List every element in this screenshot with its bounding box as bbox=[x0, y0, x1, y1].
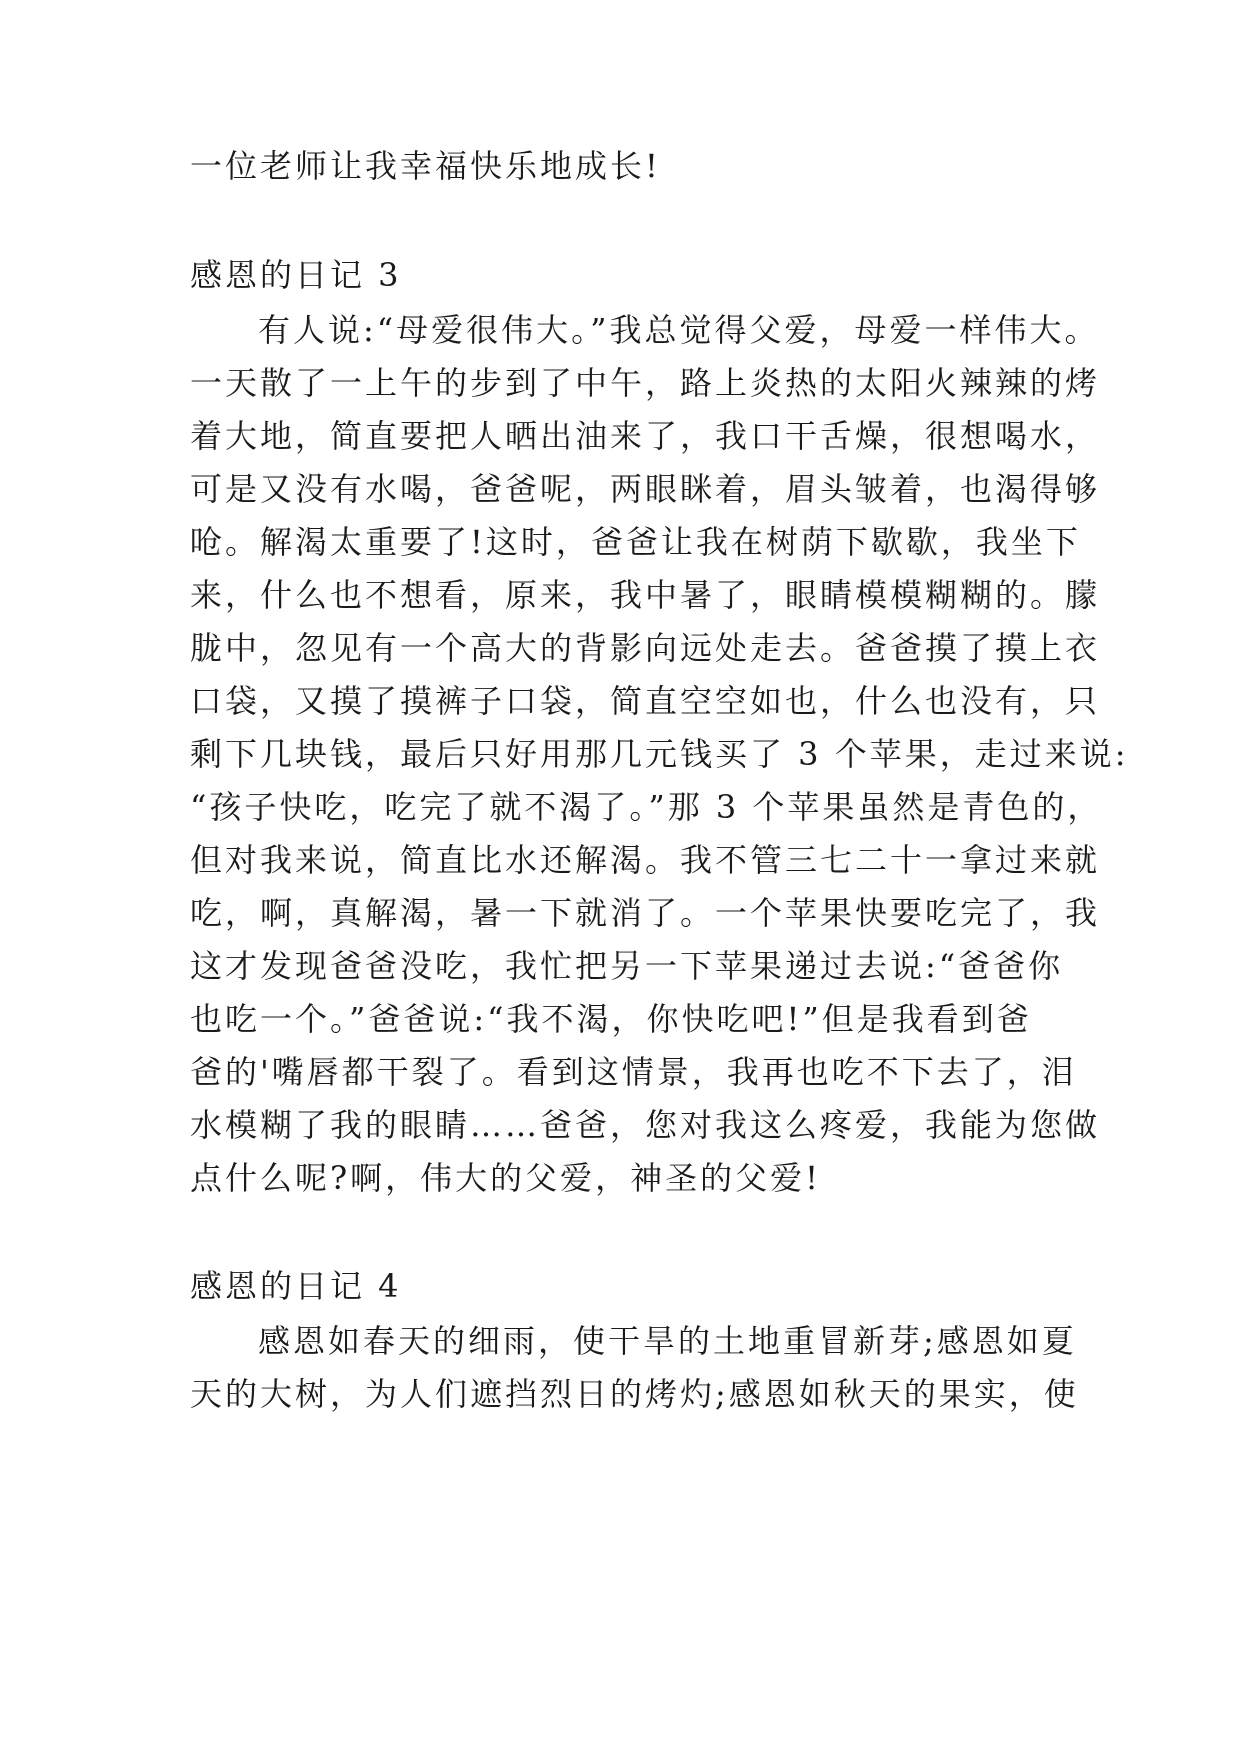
paragraph-line: 水模糊了我的眼睛……爸爸，您对我这么疼爱，我能为您做 bbox=[190, 1106, 1101, 1144]
paragraph-line: 点什么呢?啊，伟大的父爱，神圣的父爱! bbox=[190, 1159, 822, 1197]
paragraph-line: 胧中，忽见有一个高大的背影向远处走去。爸爸摸了摸上衣 bbox=[190, 629, 1101, 667]
section-heading: 感恩的日记 4 bbox=[190, 1267, 402, 1305]
paragraph-line: 可是又没有水喝，爸爸呢，两眼眯着，眉头皱着，也渴得够 bbox=[190, 470, 1101, 508]
paragraph-line: 天的大树，为人们遮挡烈日的烤灼;感恩如秋天的果实，使 bbox=[190, 1375, 1079, 1413]
paragraph-line: 感恩如春天的细雨，使干旱的土地重冒新芽;感恩如夏 bbox=[258, 1322, 1077, 1360]
section-heading: 感恩的日记 3 bbox=[190, 256, 402, 294]
paragraph-line: 口袋，又摸了摸裤子口袋，简直空空如也，什么也没有，只 bbox=[190, 682, 1101, 720]
intro-line: 一位老师让我幸福快乐地成长! bbox=[190, 147, 661, 185]
paragraph-line: “孩子快吃，吃完了就不渴了。”那 3 个苹果虽然是青色的， bbox=[190, 788, 1103, 826]
paragraph-line: 但对我来说，简直比水还解渴。我不管三七二十一拿过来就 bbox=[190, 841, 1101, 879]
paragraph-line: 吃，啊，真解渴，暑一下就消了。一个苹果快要吃完了，我 bbox=[190, 894, 1101, 932]
paragraph-line: 爸的'嘴唇都干裂了。看到这情景，我再也吃不下去了，泪 bbox=[190, 1053, 1077, 1091]
paragraph-line: 着大地，简直要把人晒出油来了，我口干舌燥，很想喝水， bbox=[190, 417, 1101, 455]
paragraph-line: 来，什么也不想看，原来，我中暑了，眼睛模模糊糊的。朦 bbox=[190, 576, 1101, 614]
paragraph-line: 一天散了一上午的步到了中午，路上炎热的太阳火辣辣的烤 bbox=[190, 364, 1101, 402]
paragraph-line: 有人说:“母爱很伟大。”我总觉得父爱，母爱一样伟大。 bbox=[258, 311, 1100, 349]
paragraph-line: 剩下几块钱，最后只好用那几元钱买了 3 个苹果，走过来说: bbox=[190, 735, 1129, 773]
paragraph-line: 也吃一个。”爸爸说:“我不渴，你快吃吧!”但是我看到爸 bbox=[190, 1000, 1032, 1038]
paragraph-line: 呛。解渴太重要了!这时，爸爸让我在树荫下歇歇，我坐下 bbox=[190, 523, 1081, 561]
paragraph-line: 这才发现爸爸没吃，我忙把另一下苹果递过去说:“爸爸你 bbox=[190, 947, 1064, 985]
